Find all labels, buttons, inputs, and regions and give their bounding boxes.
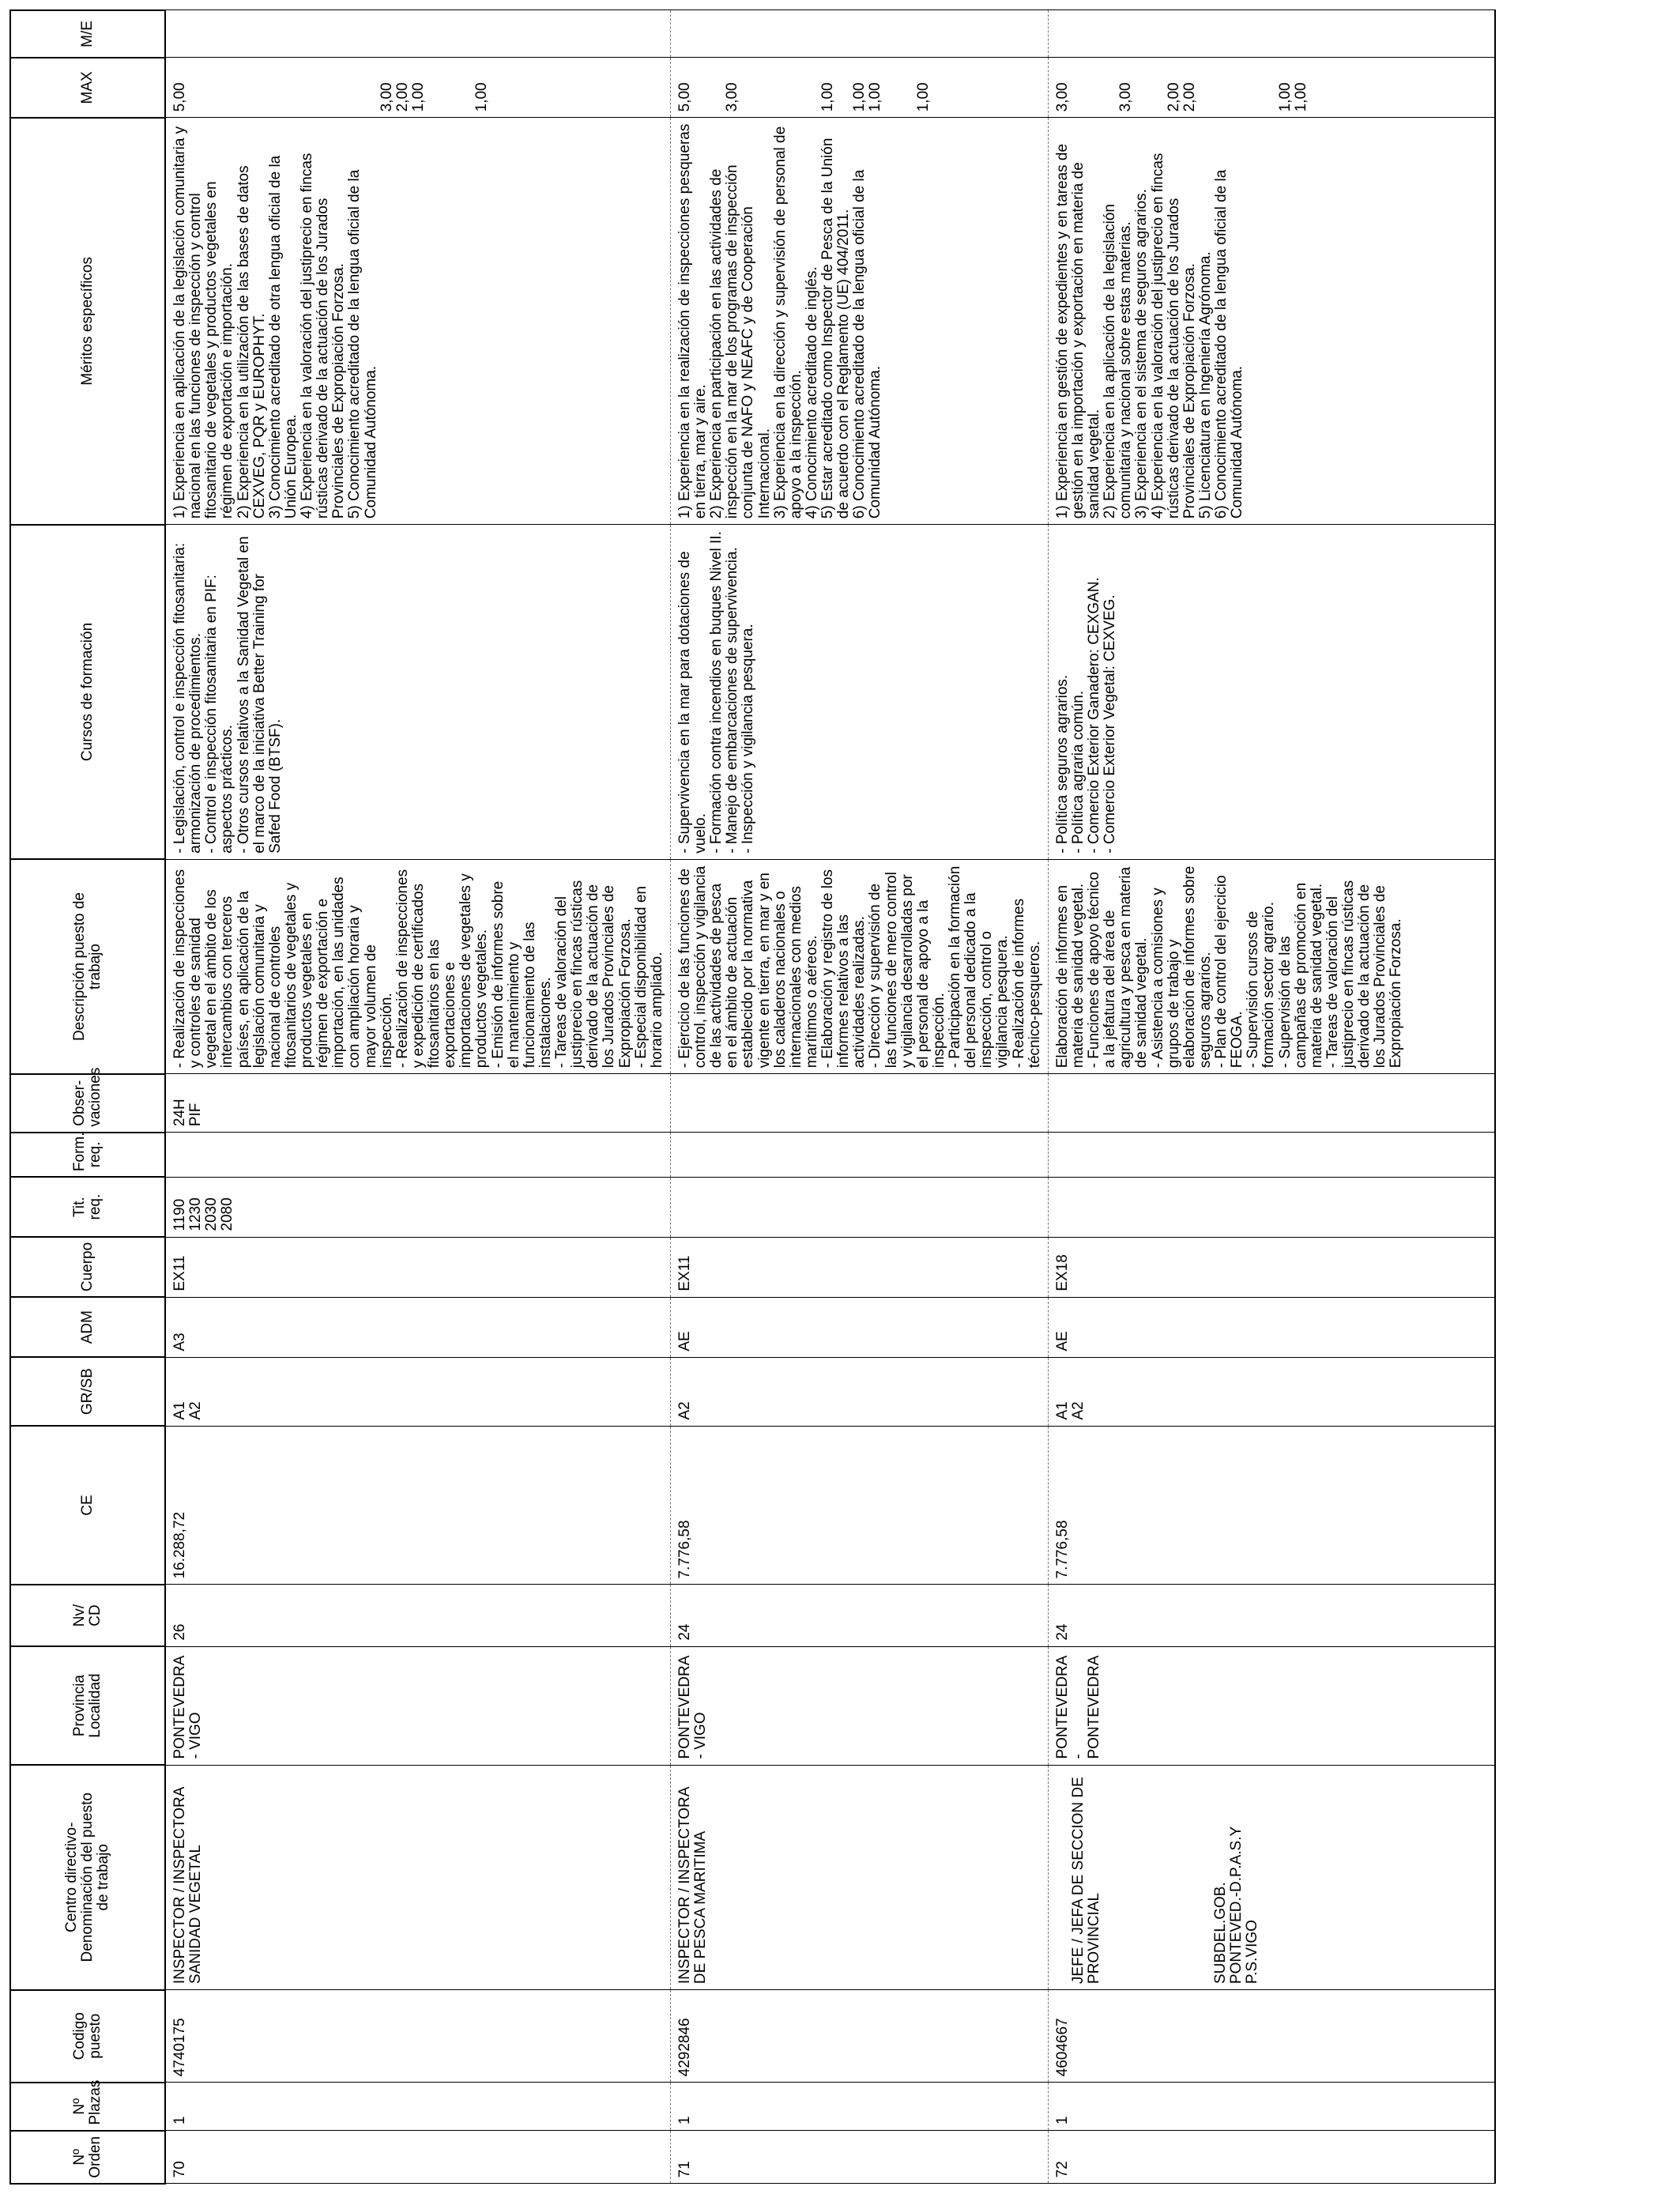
max-spacer xyxy=(299,63,315,111)
header-adm: ADM xyxy=(10,1297,165,1357)
max-score: 1,00 xyxy=(914,82,932,112)
header-formacion-req: Form. req. xyxy=(10,1133,165,1177)
max-spacer xyxy=(1151,63,1166,111)
cell-observaciones: 24H PIF xyxy=(165,1074,670,1133)
max-spacer xyxy=(773,63,789,111)
cell-me xyxy=(670,10,1048,58)
cell-centro: INSPECTOR / INSPECTORA DE PESCA MARITIMA xyxy=(670,1765,1048,1990)
header-ce: CE xyxy=(10,1426,165,1585)
max-score: 3,00 xyxy=(378,82,395,112)
max-score: 1,00 xyxy=(473,82,491,112)
cell-centro: JEFE / JEFA DE SECCION DE PROVINCIAL xyxy=(1069,1777,1102,1985)
max-spacer xyxy=(220,63,235,111)
cell-plazas: 1 xyxy=(165,2083,670,2131)
max-spacer xyxy=(252,63,268,111)
cell-titulacion: 1190 1230 2030 2080 xyxy=(165,1177,670,1237)
max-spacer xyxy=(884,63,900,111)
cell-cursos: - Supervivencia en la mar para dotaciones de vuelo. - Formación contra incendios en buques Nivel II. - Manejo de embarcaciones de supervivencia. - Inspección y vigilancia pesquera. xyxy=(670,525,1048,860)
cell-cursos: - Política seguros agrarios. - Política agraria común. - Comercio Exterior Ganadero: CEXGAN. - Comercio Exterior Vegetal: CEXVEG. xyxy=(1048,525,1495,860)
cell-ce: 7.776,58 xyxy=(1048,1426,1495,1585)
cell-codigo: 4740175 xyxy=(165,1990,670,2083)
cell-descripcion: - Realización de inspecciones y controles de sanidad vegetal en el ámbito de los intercambios con terceros países, en aplicación de la legislación comunitaria y nacional de controles fitosanitarios de vegetales y productos vegetales en régimen de exportación e importación, en las unidades con ampliación horaria y mayor volumen de inspección. - Realización de inspecciones y expedición de certificados fitosanitarios en las exportaciones e importaciones de vegetales y productos vegetales. - Emisión de informes sobre el mantenimiento y funcionamiento de las instalaciones. - Tareas de valoración del justiprecio en fincas rústicas derivado de la actuación de los Jurados Provinciales de Expropiación Forzosa. - Especial disponibilidad en horario ampliado. xyxy=(165,859,670,1074)
cell-formacion-req xyxy=(670,1133,1048,1177)
cell-provincia: PONTEVEDRA - VIGO xyxy=(165,1646,670,1765)
max-spacer xyxy=(331,63,347,111)
max-score: 2,00 xyxy=(1165,82,1182,112)
cell-adm: AE xyxy=(1048,1297,1495,1357)
cell-adm: AE xyxy=(670,1297,1048,1357)
header-me: M/E xyxy=(10,10,165,58)
max-score: 1,00 xyxy=(1276,82,1294,112)
max-spacer xyxy=(236,63,252,111)
cell-provincia: PONTEVEDRA - VIGO xyxy=(670,1646,1048,1765)
max-spacer xyxy=(284,63,299,111)
cell-orden: 70 xyxy=(165,2131,670,2184)
max-spacer xyxy=(1134,63,1150,111)
cell-nivel: 26 xyxy=(165,1585,670,1646)
max-spacer xyxy=(789,63,804,111)
cell-observaciones xyxy=(670,1074,1048,1133)
cell-adm: A3 xyxy=(165,1297,670,1357)
max-score: 3,00 xyxy=(1053,82,1071,112)
header-plazas: Nº Plazas xyxy=(10,2083,165,2131)
cell-observaciones xyxy=(1048,1074,1495,1133)
cell-centro-directivo: SUBDEL.GOB. PONTEVED.-D.P.A.S.Y P.S.VIGO xyxy=(1212,1826,1261,1985)
cell-grupo: A1 A2 xyxy=(1048,1357,1495,1426)
cell-cuerpo: EX11 xyxy=(165,1237,670,1297)
max-spacer xyxy=(347,63,363,111)
max-spacer xyxy=(1245,63,1261,111)
header-nivel: Nv/ CD xyxy=(10,1585,165,1646)
cell-ce: 7.776,58 xyxy=(670,1426,1048,1585)
max-score: 2,00 xyxy=(394,82,411,112)
max-spacer xyxy=(709,63,725,111)
max-spacer xyxy=(1087,63,1102,111)
cell-titulacion xyxy=(670,1177,1048,1237)
max-score: 1,00 xyxy=(819,82,836,112)
max-spacer xyxy=(458,63,474,111)
cell-orden: 71 xyxy=(670,2131,1048,2184)
cell-centro-wrapper xyxy=(1048,1765,1495,1990)
cell-provincia: PONTEVEDRA - PONTEVEDRA xyxy=(1048,1646,1495,1765)
header-codigo: Codigo puesto xyxy=(10,1990,165,2083)
max-spacer xyxy=(443,63,458,111)
header-row xyxy=(10,10,165,2184)
max-spacer xyxy=(204,63,220,111)
max-score: 3,00 xyxy=(724,82,741,112)
table-row xyxy=(1048,10,1495,2184)
max-spacer xyxy=(1071,63,1087,111)
cell-plazas: 1 xyxy=(670,2083,1048,2131)
cell-grupo: A2 xyxy=(670,1357,1048,1426)
max-spacer xyxy=(1261,63,1277,111)
max-spacer xyxy=(900,63,916,111)
cell-descripcion: - Ejercicio de las funciones de control, inspección y vigilancia de las actividades de pesca en el ámbito de actuación establecido por la normativa vigente en tierra, en mar y en los caladeros nacionales o internacionales con medios marítimos o aéreos. - Elaboración y registro de los informes relativos a las actividades realizadas. - Dirección y supervisión de las funciones de mero control y vigilancia desarrolladas por el personal de apoyo a la inspección. - Participación en la formación del personal dedicado a la inspección, control o vigilancia pesquera. - Realización de informes técnico-pesqueros. xyxy=(670,859,1048,1074)
cell-me xyxy=(165,10,670,58)
header-descripcion: Descripción puesto de trabajo xyxy=(10,859,165,1074)
header-meritos: Méritos específicos xyxy=(10,118,165,525)
cell-codigo: 4604667 xyxy=(1048,1990,1495,2083)
cell-formacion-req xyxy=(1048,1133,1495,1177)
max-spacer xyxy=(363,63,379,111)
cell-formacion-req xyxy=(165,1133,670,1177)
cell-plazas: 1 xyxy=(1048,2083,1495,2131)
max-spacer xyxy=(757,63,773,111)
max-spacer xyxy=(1102,63,1118,111)
cell-ce: 16.288,72 xyxy=(165,1426,670,1585)
header-cuerpo: Cuerpo xyxy=(10,1237,165,1297)
header-orden: Nº Orden xyxy=(10,2131,165,2184)
max-spacer xyxy=(1198,63,1214,111)
cell-codigo: 4292846 xyxy=(670,1990,1048,2083)
max-spacer xyxy=(427,63,443,111)
max-spacer xyxy=(1214,63,1230,111)
max-score: 5,00 xyxy=(171,82,188,112)
max-spacer xyxy=(836,63,852,111)
max-spacer xyxy=(740,63,756,111)
header-titulacion: Tit. req. xyxy=(10,1177,165,1237)
cell-meritos: 1) Experiencia en la realización de inspecciones pesqueras en tierra, mar y aire. 2) Experiencia en participación en las actividades de inspección en la mar de los programas de inspección conjunta de NAFO y NEAFC y de Cooperación Internacional. 3) Experiencia en la dirección y supervisión de personal de apoyo a la inspección. 4) Conocimiento acreditado de inglés. 5) Estar acreditado como Inspector de Pesca de la Unión de acuerdo con el Reglamento (UE) 404/2011. 6) Conocimiento acreditado de la lengua oficial de la Comunidad Autónoma. xyxy=(670,118,1048,525)
cell-grupo: A1 A2 xyxy=(165,1357,670,1426)
max-score: 2,00 xyxy=(1181,82,1198,112)
header-centro: Centro directivo- Denominación del puesto de trabajo xyxy=(10,1765,165,1990)
cell-max xyxy=(165,58,670,118)
header-max: MAX xyxy=(10,58,165,118)
cell-titulacion xyxy=(1048,1177,1495,1237)
max-score: 1,00 xyxy=(1292,82,1309,112)
cell-max xyxy=(670,58,1048,118)
table-row xyxy=(165,10,670,2184)
cell-orden: 72 xyxy=(1048,2131,1495,2184)
header-observaciones: Obser- vaciones xyxy=(10,1074,165,1133)
positions-table xyxy=(9,9,1496,2185)
cell-meritos: 1) Experiencia en aplicación de la legislación comunitaria y nacional en las funciones de inspección y control fitosanitario de vegetales y productos vegetales en régimen de exportación e importación. 2) Experiencia en la utilización de las bases de datos CEXVEG, PQR y EUROPHYT. 3) Conocimiento acreditado de otra lengua oficial de la Unión Europea. 4) Experiencia en la valoración del justiprecio en fincas rústicas derivado de la actuación de los Jurados Provinciales de Expropiación Forzosa. 5) Conocimiento acreditado de la lengua oficial de la Comunidad Autónoma. xyxy=(165,118,670,525)
max-spacer xyxy=(188,63,204,111)
cell-cuerpo: EX18 xyxy=(1048,1237,1495,1297)
max-spacer xyxy=(1230,63,1245,111)
header-cursos: Cursos de formación xyxy=(10,525,165,860)
max-score: 1,00 xyxy=(851,82,868,112)
cell-nivel: 24 xyxy=(1048,1585,1495,1646)
cell-cuerpo: EX11 xyxy=(670,1237,1048,1297)
max-score: 1,00 xyxy=(409,82,427,112)
cell-descripcion: Elaboración de informes en materia de sanidad vegetal. - Funciones de apoyo técnico a la jefatura del área de agricultura y pesca en materia de sanidad vegetal. - Asistencia a comisiones y grupos de trabajo y elaboración de informes sobre seguros agrarios. - Plan de control del ejercicio FEOGA. - Supervisión cursos de formación sector agrario. - Supervisión de las campañas de promoción en materia de sanidad vegetal. - Tareas de valoración del justiprecio en fincas rústicas derivado de la actuación de los Jurados Provinciales de Expropiación Forzosa. xyxy=(1048,859,1495,1074)
max-score: 3,00 xyxy=(1117,82,1135,112)
cell-nivel: 24 xyxy=(670,1585,1048,1646)
table-row xyxy=(670,10,1048,2184)
max-spacer xyxy=(804,63,820,111)
max-score: 5,00 xyxy=(676,82,693,112)
max-score: 1,00 xyxy=(867,82,884,112)
header-provincia: Provincia Localidad xyxy=(10,1646,165,1765)
max-spacer xyxy=(693,63,709,111)
max-spacer xyxy=(315,63,331,111)
cell-meritos: 1) Experiencia en gestión de expedientes y en tareas de gestión en la importación y exportación en materia de sanidad vegetal. 2) Experiencia en la aplicación de la legislación comunitaria y nacional sobre estas materias. 3) Experiencia en el sistema de seguros agrarios. 4) Experiencia en la valoración del justiprecio en fincas rústicas derivado de la actuación de los Jurados Provinciales de Expropiación Forzosa. 5) Licenciatura en Ingeniería Agrónoma. 6) Conocimiento acreditado de la lengua oficial de la Comunidad Autónoma. xyxy=(1048,118,1495,525)
cell-centro: INSPECTOR / INSPECTORA SANIDAD VEGETAL xyxy=(165,1765,670,1990)
header-grupo: GR/SB xyxy=(10,1357,165,1426)
max-spacer xyxy=(268,63,284,111)
cell-cursos: - Legislación, control e inspección fitosanitaria: armonización de procedimientos. - Control e inspección fitosanitaria en PIF: aspectos prácticos. - Otros cursos relativos a la Sanidad Vegetal en el marco de la iniciativa Better Training for Safed Food (BTSF). xyxy=(165,525,670,860)
cell-me xyxy=(1048,10,1495,58)
cell-max xyxy=(1048,58,1495,118)
